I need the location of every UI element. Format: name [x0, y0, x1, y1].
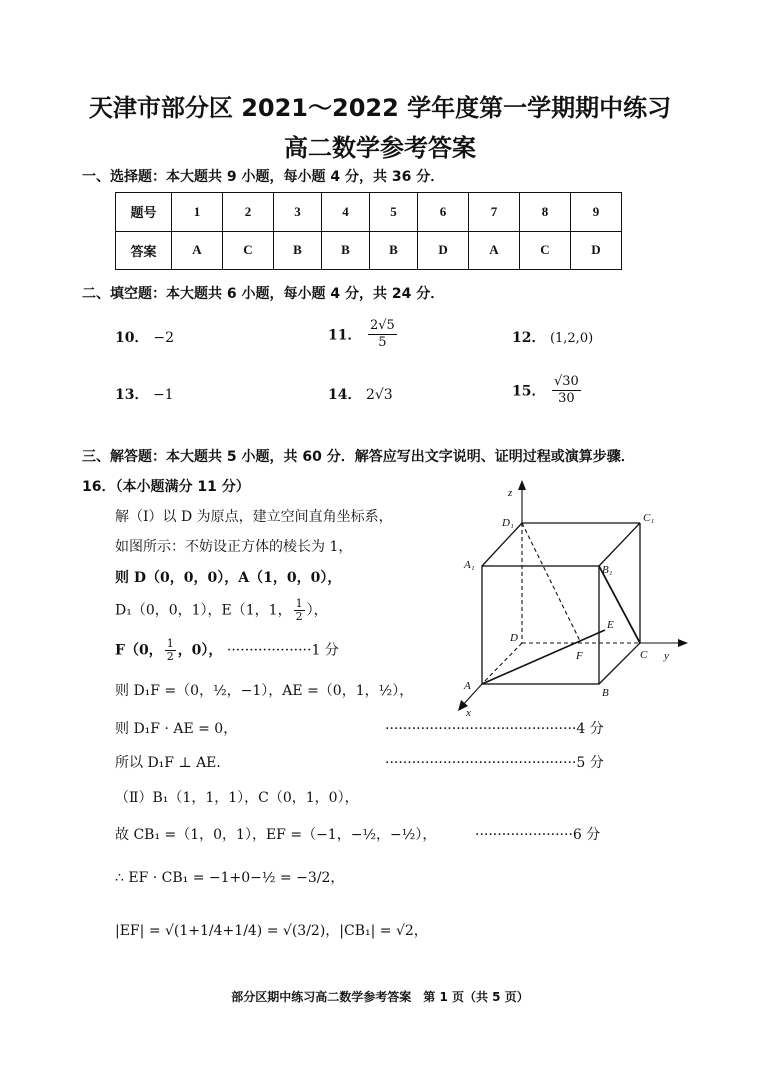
page-footer: 部分区期中练习高二数学参考答案 第 1 页（共 5 页）	[231, 990, 529, 1004]
answer-cell: A	[172, 231, 223, 270]
fraction	[552, 374, 581, 407]
score-marker: ···················1 分	[226, 642, 339, 659]
label-e: E	[607, 619, 614, 631]
item-number: 10．	[115, 330, 149, 346]
edge-a1d1	[482, 523, 522, 566]
fraction	[368, 318, 397, 351]
label-b1: B₁	[602, 564, 613, 576]
hidden-edge-da	[482, 643, 522, 684]
item-number: 13．	[115, 387, 149, 403]
item-value: −1	[152, 387, 174, 403]
numerator: 2√5	[369, 318, 395, 333]
section1-heading: 一、选择题：本大题共 9 小题，每小题 4 分，共 36 分．	[82, 169, 445, 185]
question-number: 5	[370, 193, 418, 232]
numerator: √30	[553, 374, 579, 389]
question-number: 8	[519, 193, 570, 232]
label-f: F	[576, 650, 583, 662]
segment-d1f	[522, 523, 581, 643]
item-number: 15．	[512, 383, 546, 400]
answer-cell: A	[469, 231, 520, 270]
question-number: 3	[273, 193, 321, 232]
question-number: 9	[570, 193, 621, 232]
item-number: 11．	[328, 327, 362, 344]
item-value: −2	[153, 330, 174, 346]
label-y: y	[664, 650, 669, 662]
solution-line: 解（Ⅰ）以 D 为原点，建立空间直角坐标系，	[115, 509, 393, 525]
score-marker: ···········································5 分	[385, 755, 604, 771]
row-label-answer: 答案	[116, 231, 172, 270]
answer-cell: C	[222, 231, 273, 270]
question16-header: 16．（本小题满分 11 分）	[82, 479, 250, 495]
question-number: 7	[469, 193, 520, 232]
score-marker: ······················6 分	[475, 827, 601, 843]
label-z: z	[508, 487, 513, 499]
solution-line: （Ⅱ）B₁（1，1，1），C（0，1，0），	[115, 790, 359, 806]
section2-heading: 二、填空题：本大题共 6 小题，每小题 4 分，共 24 分．	[82, 286, 445, 302]
solution-line	[115, 598, 328, 623]
question-number: 6	[418, 193, 469, 232]
table-row	[116, 193, 622, 232]
label-x: x	[466, 707, 471, 718]
answer-cell: C	[519, 231, 570, 270]
line-text: D₁（0，0，1），E（1，1，	[115, 602, 292, 619]
solution-line: 则 D₁F =（0，½，−1），AE =（0，1，½），	[115, 683, 414, 699]
segment-ae	[482, 630, 605, 684]
label-b: B	[602, 687, 609, 699]
line-text: ，0），	[177, 642, 223, 659]
fill-item-12	[512, 327, 593, 347]
fraction: $\frac{1}{2}$	[295, 597, 303, 623]
edge-b1c1	[599, 523, 640, 566]
label-c: C	[640, 649, 648, 661]
answer-cell: D	[570, 231, 621, 270]
edge-bc	[599, 643, 640, 684]
label-a: A	[464, 680, 471, 692]
label-d1: D₁	[502, 517, 514, 529]
page-title: 天津市部分区 2021～2022 学年度第一学期期中练习	[88, 94, 672, 122]
question-number: 2	[222, 193, 273, 232]
fill-item-15	[512, 374, 583, 407]
segment-b1c	[599, 566, 640, 643]
item-value: 2√3	[365, 387, 393, 403]
item-number: 12．	[512, 330, 546, 346]
label-c1: C₁	[643, 512, 655, 524]
solution-line: 则 D₁F · AE = 0，	[115, 721, 238, 737]
table-row	[116, 231, 622, 270]
label-d: D	[510, 632, 518, 644]
solution-line: 所以 D₁F ⊥ AE．	[115, 755, 231, 771]
cube-diagram	[450, 478, 690, 718]
question-number: 1	[172, 193, 223, 232]
section3-heading: 三、解答题：本大题共 5 小题，共 60 分．解答应写出文字说明、证明过程或演算步骤．	[82, 449, 635, 465]
face-front	[482, 566, 599, 684]
fill-item-11	[328, 318, 399, 351]
answer-cell: B	[273, 231, 321, 270]
denominator: 5	[378, 335, 387, 350]
line-text: F（0，	[115, 642, 163, 659]
solution-line: ∴ EF · CB₁ = −1+0−½ = −3/2，	[115, 870, 345, 886]
line-text: ），	[306, 602, 328, 619]
page-subtitle: 高二数学参考答案	[284, 134, 476, 162]
fill-item-10	[115, 327, 174, 347]
item-value: (1,2,0)	[549, 331, 594, 346]
answer-cell: D	[418, 231, 469, 270]
question-number: 4	[321, 193, 369, 232]
fill-item-14	[328, 384, 393, 404]
fraction: $\frac{1}{2}$	[166, 637, 174, 663]
denominator: 30	[558, 391, 575, 406]
score-marker: ···········································4 分	[385, 721, 604, 737]
solution-line: 则 D（0，0，0），A（1，0，0），	[115, 570, 342, 586]
solution-line	[115, 638, 339, 663]
answer-cell: B	[370, 231, 418, 270]
solution-line: 如图所示：不妨设正方体的棱长为 1，	[115, 539, 353, 555]
solution-line: |EF| = √(1+1/4+1/4) = √(3/2)，|CB₁| = √2，	[115, 923, 428, 939]
row-label-question: 题号	[116, 193, 172, 232]
solution-line: 故 CB₁ =（1，0，1），EF =（−1，−½，−½），	[115, 827, 437, 843]
label-a1: A₁	[464, 559, 475, 571]
z-arrow	[518, 480, 526, 490]
answer-cell: B	[321, 231, 369, 270]
y-arrow	[678, 639, 688, 647]
item-number: 14．	[328, 387, 362, 403]
answer-table	[115, 192, 622, 270]
fill-item-13	[115, 384, 174, 404]
